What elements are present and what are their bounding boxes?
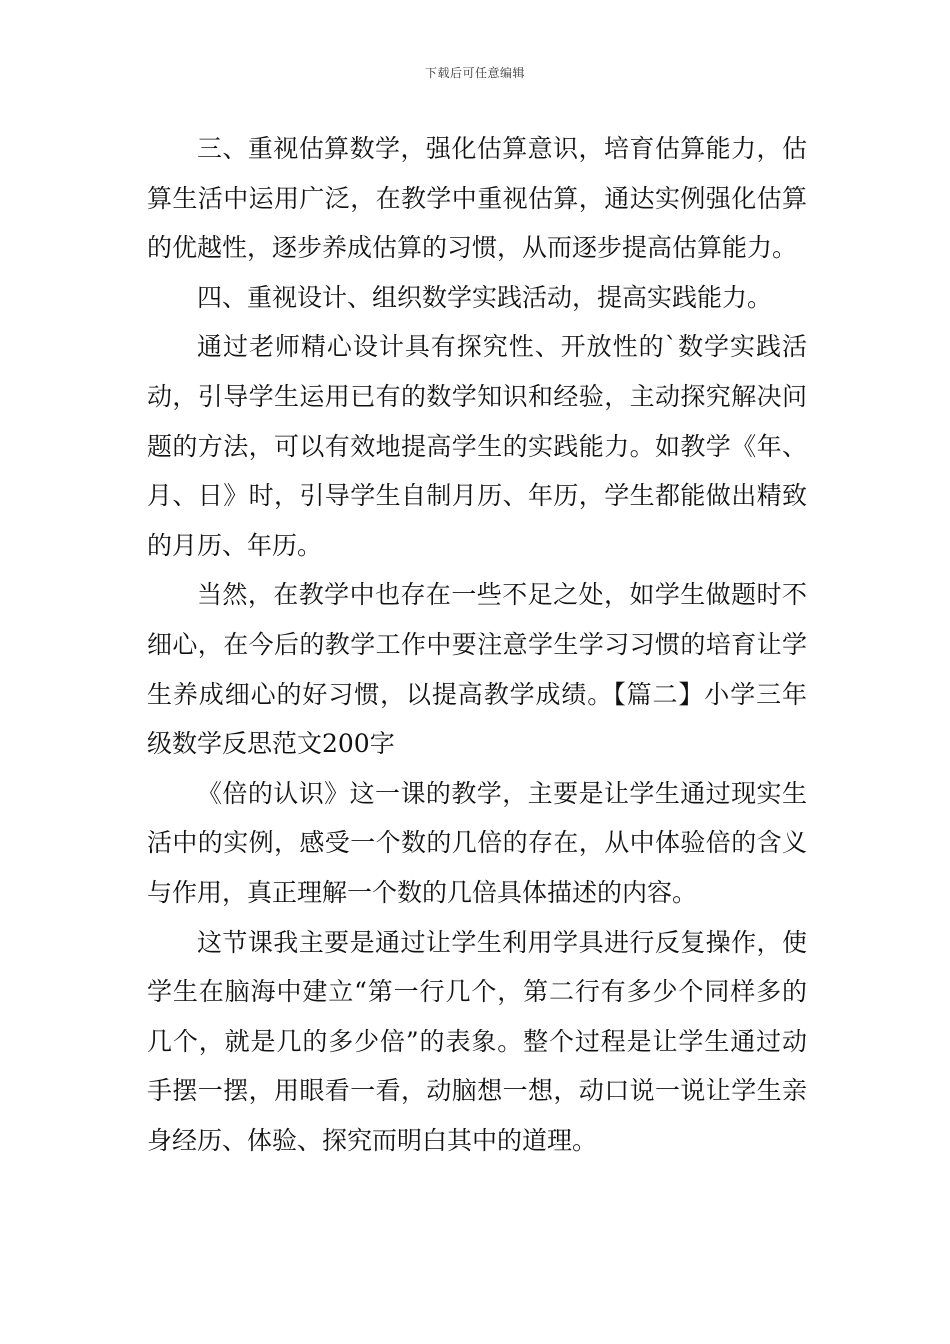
paragraph-shortcomings: 当然，在教学中也存在一些不足之处，如学生做题时不细心，在今后的教学工作中要注意学生学习习惯的培育让学生养成细心的好习惯，以提高教学成绩。【篇二】小学三年级数学反思范文200字 [147, 580, 807, 759]
paragraph-practice-heading: 四、重视设计、组织数学实践活动，提高实践能力。 [197, 282, 773, 312]
paragraph-multiples-lesson: 这节课我主要是通过让学生利用学具进行反复操作，使学生在脑海中建立“第一行几个，第二行有多少个同样多的几个，就是几的多少倍”的表象。整个过程是让学生通过动手摆一摆，用眼看一看，动脑想一想，动口说一说让学生亲身经历、体验、探究而明白其中的道理。 [147, 927, 807, 1155]
paragraph-estimation: 三、重视估算数学，强化估算意识，培育估算能力，估算生活中运用广泛，在教学中重视估算，通达实例强化估算的优越性，逐步养成估算的习惯，从而逐步提高估算能力。 [147, 134, 807, 263]
page-header: 下载后可任意编辑 [424, 66, 525, 80]
paragraph-practice-activities: 通过老师精心设计具有探究性、开放性的`数学实践活动，引导学生运用已有的数学知识和经验，主动探究解决问题的方法，可以有效地提高学生的实践能力。如教学《年、月、日》时，引导学生自制月历、年历，学生都能做出精致的月历、年历。 [147, 332, 807, 560]
paragraph-multiples-intro: 《倍的认识》这一课的教学，主要是让学生通过现实生活中的实例，感受一个数的几倍的存在，从中体验倍的含义与作用，真正理解一个数的几倍具体描述的内容。 [147, 778, 807, 907]
document-body [147, 124, 807, 1165]
